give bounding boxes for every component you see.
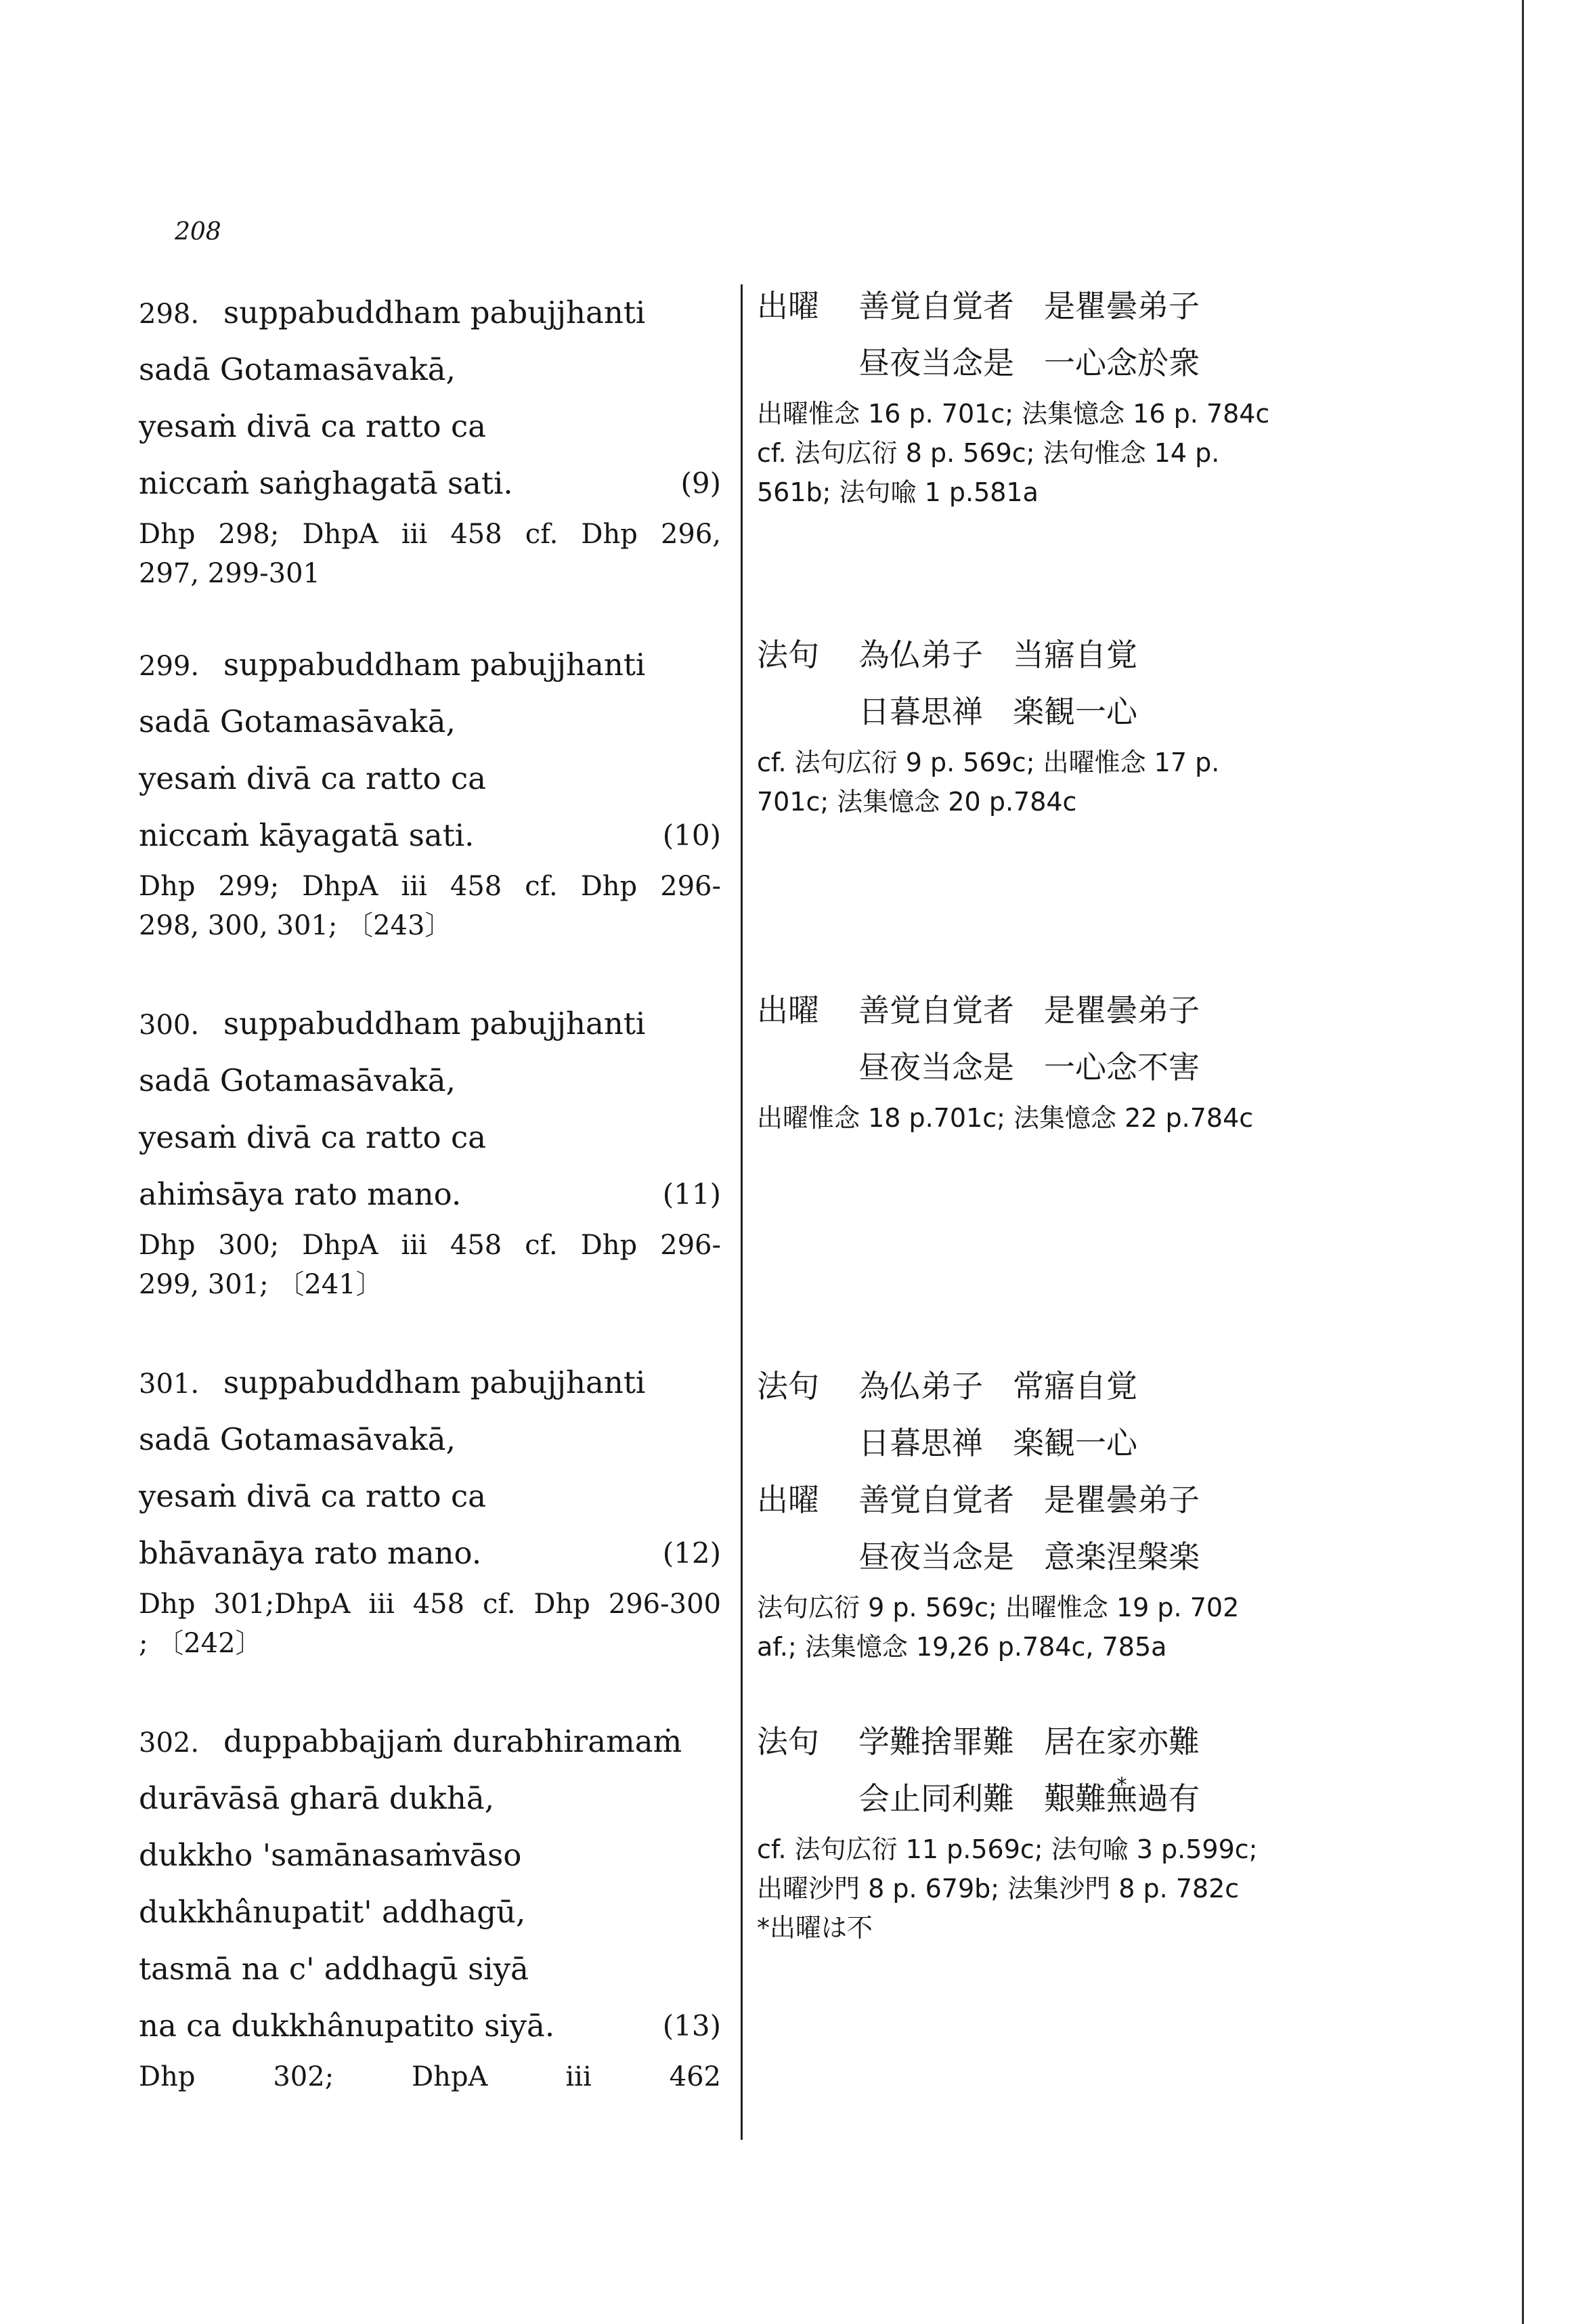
parallel-reference: cf. 法句広衍 9 p. 569c; 出曜惟念 17 p. 701c; 法集憶念 20 p.784c: [757, 748, 1220, 817]
verse-line: yesaṁ divā ca ratto ca: [139, 1119, 486, 1155]
verse-line: sadā Gotamasāvakā,: [139, 1062, 456, 1098]
verse-line: durāvāsā gharā dukhā,: [139, 1780, 495, 1816]
chinese-verse-line: 日暮思禅 楽観一心: [858, 693, 1137, 730]
verse-line: niccaṁ saṅghagatā sati. (9): [139, 455, 721, 512]
parallel-entry-299: [757, 626, 1339, 821]
verse-number: 302.: [139, 1727, 200, 1759]
parallel-reference: 出曜惟念 16 p. 701c; 法集憶念 16 p. 784c cf. 法句広衍 8 p. 569c; 法句惟念 14 p. 561b; 法句喩 1 p.581a: [757, 399, 1270, 507]
chinese-verse-line: 出曜 善覚自覚者 是瞿曇弟子: [757, 1471, 1339, 1528]
verse-line: 301. suppabuddham pabujjhanti: [139, 1354, 721, 1411]
verse-line: yesaṁ divā ca ratto ca: [139, 1478, 486, 1514]
source-label: 出曜: [757, 288, 819, 324]
source-label: 法句: [757, 1368, 819, 1404]
chinese-verse-line: 出曜 善覚自覚者 是瞿曇弟子: [757, 278, 1339, 335]
verse-line: 302. duppabbajjaṁ durabhiramaṁ: [139, 1713, 721, 1770]
source-label: 法句: [757, 637, 819, 673]
verse-ref-number: (13): [662, 2009, 721, 2042]
verse-line: 298. suppabuddham pabujjhanti: [139, 284, 721, 341]
verse-line: tasmā na c' addhagū siyā: [139, 1951, 529, 1987]
asterisk-marked-char: * 無: [1106, 1780, 1137, 1817]
chinese-verse-line: 法句 為仏弟子 常寤自覚: [757, 1358, 1339, 1415]
verse-ref-number: (12): [662, 1536, 721, 1570]
verse-entry-298: [139, 284, 721, 593]
parallel-reference: 出曜惟念 18 p.701c; 法集憶念 22 p.784c: [757, 1103, 1254, 1133]
verse-line: niccaṁ kāyagatā sati. (10): [139, 807, 721, 864]
parallel-entry-298: [757, 278, 1339, 512]
verse-line: yesaṁ divā ca ratto ca: [139, 408, 486, 444]
verse-reference: Dhp 302; DhpA iii 462: [139, 2061, 721, 2092]
verse-line: yesaṁ divā ca ratto ca: [139, 760, 486, 796]
chinese-verse-line: 出曜 善覚自覚者 是瞿曇弟子: [757, 982, 1339, 1039]
verse-number: 300.: [139, 1010, 200, 1041]
parallel-entry-301: [757, 1358, 1339, 1666]
verse-entry-299: [139, 637, 721, 945]
chinese-verse-line: 昼夜当念是 一心念於衆: [858, 345, 1200, 381]
verse-number: 298.: [139, 299, 200, 330]
verse-reference: Dhp 299; DhpA iii 458 cf. Dhp 296- 298, 300, 301; 〔243〕: [139, 871, 721, 941]
verse-line: sadā Gotamasāvakā,: [139, 704, 456, 739]
verse-ref-number: (10): [662, 819, 721, 852]
verse-number: 299.: [139, 651, 200, 682]
source-label: 出曜: [757, 992, 819, 1029]
chinese-verse-line: 日暮思禅 楽観一心: [858, 1425, 1137, 1461]
chinese-verse-line: 法句 為仏弟子 当寤自覚: [757, 626, 1339, 683]
chinese-verse-line: 昼夜当念是 意楽涅槃楽: [858, 1538, 1200, 1575]
verse-entry-302: [139, 1713, 721, 2096]
verse-line: na ca dukkhânupatito siyā. (13): [139, 1998, 721, 2054]
verse-number: 301.: [139, 1369, 200, 1400]
verse-line: bhāvanāya rato mano. (12): [139, 1525, 721, 1582]
verse-reference: Dhp 301;DhpA iii 458 cf. Dhp 296-300 ; 〔242〕: [139, 1589, 721, 1659]
verse-line: 299. suppabuddham pabujjhanti: [139, 637, 721, 693]
parallel-reference: cf. 法句広衍 11 p.569c; 法句喩 3 p.599c; 出曜沙門 8 p. 679b; 法集沙門 8 p. 782c *出曜は不: [757, 1834, 1258, 1943]
page-number: 208: [175, 218, 221, 246]
chinese-verse-line: 昼夜当念是 一心念不害: [858, 1049, 1200, 1085]
verse-line: ahiṁsāya rato mano. (11): [139, 1166, 721, 1223]
verse-ref-number: (9): [680, 467, 721, 500]
verse-entry-301: [139, 1354, 721, 1663]
verse-reference: Dhp 298; DhpA iii 458 cf. Dhp 296, 297, 299-301: [139, 519, 721, 589]
verse-entry-300: [139, 995, 721, 1304]
verse-line: dukkho 'samānasaṁvāso: [139, 1837, 522, 1873]
column-divider: [741, 284, 743, 2140]
verse-line: dukkhânupatit' addhagū,: [139, 1894, 526, 1930]
verse-ref-number: (11): [662, 1178, 721, 1211]
parallel-entry-300: [757, 982, 1339, 1138]
chinese-verse-line: 法句 学難捨罪難 居在家亦難: [757, 1713, 1339, 1770]
parallel-entry-302: [757, 1713, 1339, 1948]
page-edge-line: [1522, 0, 1524, 2324]
verse-line: 300. suppabuddham pabujjhanti: [139, 995, 721, 1052]
verse-line: sadā Gotamasāvakā,: [139, 351, 456, 387]
verse-line: sadā Gotamasāvakā,: [139, 1421, 456, 1457]
source-label: 法句: [757, 1723, 819, 1760]
parallel-reference: 法句広衍 9 p. 569c; 出曜惟念 19 p. 702 af.; 法集憶念 19,26 p.784c, 785a: [757, 1593, 1240, 1662]
chinese-verse-line: 会止同利難 艱難* 無過有: [757, 1770, 1339, 1827]
source-label: 出曜: [757, 1482, 819, 1518]
verse-reference: Dhp 300; DhpA iii 458 cf. Dhp 296- 299, 301; 〔241〕: [139, 1230, 721, 1300]
